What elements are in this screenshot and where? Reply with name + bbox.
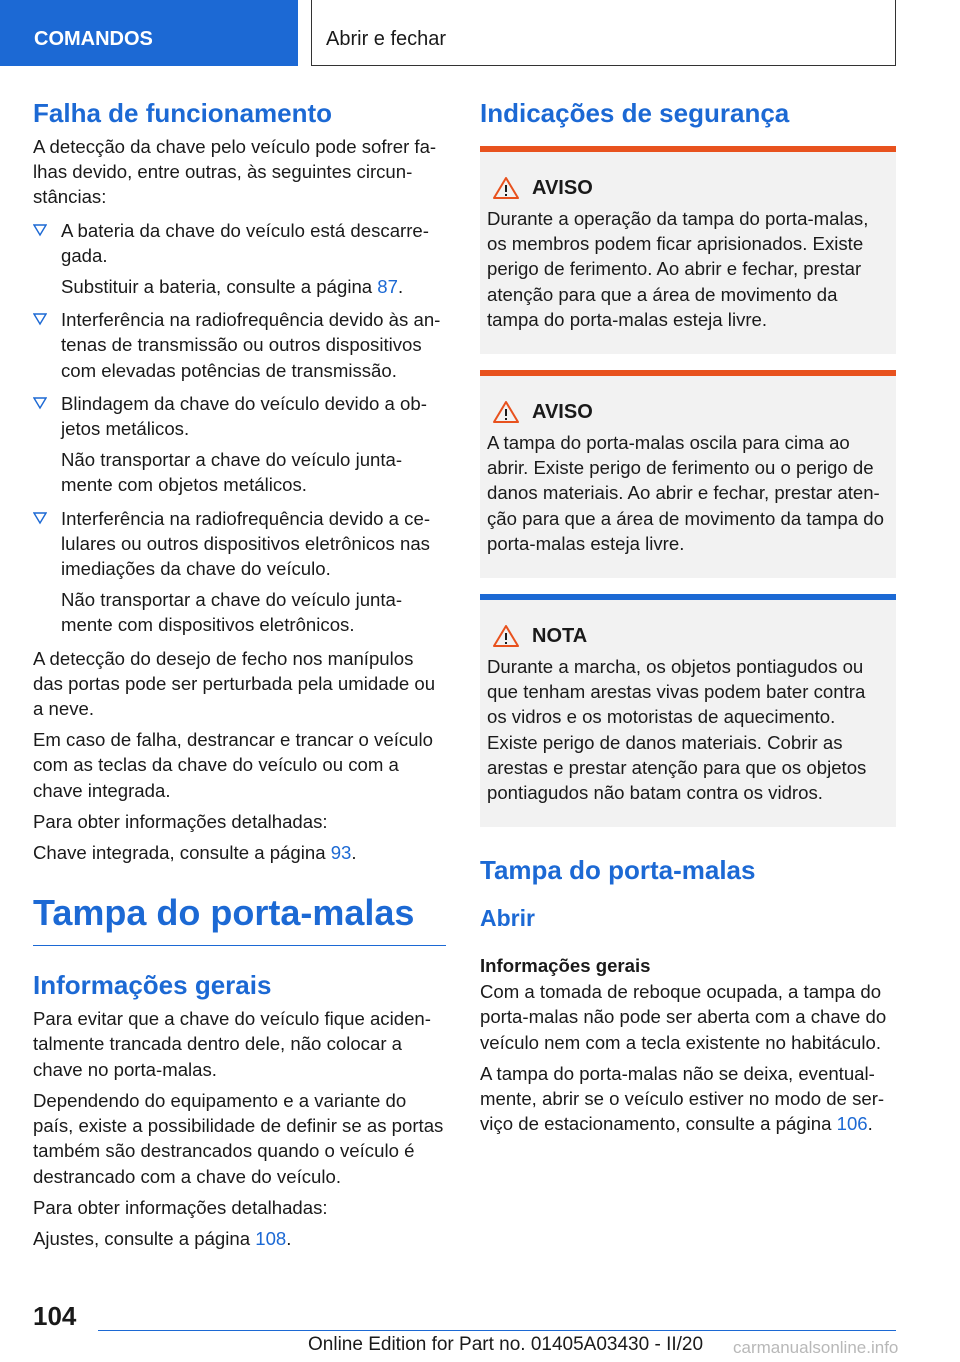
list-item-text: Interferência na radiofrequência devido a ce-lulares ou outros dispositivos eletrônicos nas imediações da chave do veículo. [61, 507, 431, 580]
footer-divider [98, 1330, 896, 1331]
list-item-sub: Não transportar a chave do veículo junta-mente com dispositivos eletrônicos. [61, 589, 403, 636]
paragraph: A detecção do desejo de fecho nos manípulos das portas pode ser perturbada pela umidade ou a neve. [33, 647, 436, 720]
heading-abrir: Abrir [480, 905, 535, 932]
paragraph: A tampa do porta-malas não se deixa, eventual-mente, abrir se o veículo estiver no modo de ser-viço de estacionamento, consulte a página 106. [480, 1062, 885, 1135]
notice-label: NOTA [532, 624, 588, 647]
notice-label: AVISO [532, 176, 593, 199]
paragraph: Em caso de falha, destrancar e trancar o veículo com as teclas da chave do veículo ou com a chave integrada. [33, 729, 433, 801]
warning-box [480, 146, 896, 354]
heading-informacoes-gerais: Informações gerais [480, 955, 651, 977]
page-header [0, 0, 960, 66]
paragraph: Ajustes, consulte a página 108. [33, 1227, 292, 1249]
warning-box [480, 370, 896, 578]
chapter-title: Abrir e fechar [311, 0, 896, 66]
list-item [33, 218, 446, 300]
page-link-87[interactable]: 87 [377, 276, 398, 298]
heading-falha: Falha de funcionamento [33, 98, 333, 128]
paragraph: Para obter informações detalhadas: [33, 1196, 328, 1218]
section-tab: COMANDOS [0, 0, 298, 66]
warning-triangle-icon [492, 400, 520, 424]
notice-text: A tampa do porta-malas oscila para cima ao abrir. Existe perigo de ferimento ou o perigo de danos materiais. Ao abrir e fechar, prestar aten-ção para que a área de movimento da tampa do porta-malas esteja livre. [487, 432, 884, 554]
list-item-sub: Substituir a bateria, consulte a página 87. [61, 276, 404, 298]
list-item-text: Interferência na radiofrequência devido às an-tenas de transmissão ou outros dispositivos com elevadas potências de transmissão. [61, 309, 441, 381]
paragraph: Chave integrada, consulte a página 93. [33, 842, 357, 864]
heading-tampa-porta-malas: Tampa do porta-malas [480, 855, 756, 886]
triangle-bullet-icon [33, 312, 47, 326]
triangle-bullet-icon [33, 223, 47, 237]
list-item [33, 307, 446, 383]
list-item [33, 506, 446, 638]
note-box [480, 594, 896, 827]
page-number: 104 [33, 1301, 77, 1331]
watermark: carmanualsonline.info [733, 1338, 899, 1357]
heading-informacoes-gerais: Informações gerais [33, 970, 272, 1001]
list-item-text: A bateria da chave do veículo está descarre-gada. [61, 219, 429, 266]
page-link-106[interactable]: 106 [836, 1113, 868, 1135]
warning-triangle-icon [492, 624, 520, 648]
page-link-93[interactable]: 93 [330, 842, 352, 864]
notice-text: Durante a operação da tampa do porta-malas, os membros podem ficar aprisionados. Existe perigo de ferimento. Ao abrir e fechar, prestar atenção para que a área de movimento da tampa do porta-malas esteja livre. [487, 208, 869, 330]
paragraph: Para evitar que a chave do veículo fique aciden-talmente trancada dentro dele, não colocar a chave no porta-malas. [33, 1008, 431, 1080]
page-link-108[interactable]: 108 [255, 1227, 287, 1249]
heading-indicacoes-seguranca: Indicações de segurança [480, 98, 790, 128]
triangle-bullet-icon [33, 511, 47, 525]
paragraph: Com a tomada de reboque ocupada, a tampa do porta-malas não pode ser aberta com a chave do veículo nem com a tecla existente no habitáculo. [480, 981, 887, 1053]
chapter-heading: Tampa do porta-malas [33, 891, 446, 946]
list-item [33, 391, 446, 498]
warning-triangle-icon [492, 176, 520, 200]
paragraph: Para obter informações detalhadas: [33, 810, 328, 832]
failure-causes-list [33, 218, 446, 638]
paragraph: Dependendo do equipamento e a variante do país, existe a possibilidade de definir se as portas também são destrancados quando o veículo é destrancado com a chave do veículo. [33, 1089, 444, 1187]
right-column [480, 96, 896, 1136]
list-item-sub: Não transportar a chave do veículo junta-mente com objetos metálicos. [61, 449, 403, 496]
notice-label: AVISO [532, 400, 593, 423]
edition-text: Online Edition for Part no. 01405A03430 - II/20 [308, 1334, 704, 1355]
list-item-text: Blindagem da chave do veículo devido a ob-jetos metálicos. [61, 392, 427, 440]
left-column [33, 96, 446, 1251]
notice-text: Durante a marcha, os objetos pontiagudos ou que tenham arestas vivas podem bater contra os vidros e os motoristas de aquecimento. Existe perigo de danos materiais. Cobrir as arestas e prestar atenção para que os objetos pontiagudos não batam contra os vidros. [487, 656, 867, 804]
intro-paragraph: A detecção da chave pelo veículo pode sofrer fa-lhas devido, entre outras, às seguintes circun-stâncias: [33, 136, 437, 208]
triangle-bullet-icon [33, 396, 47, 410]
